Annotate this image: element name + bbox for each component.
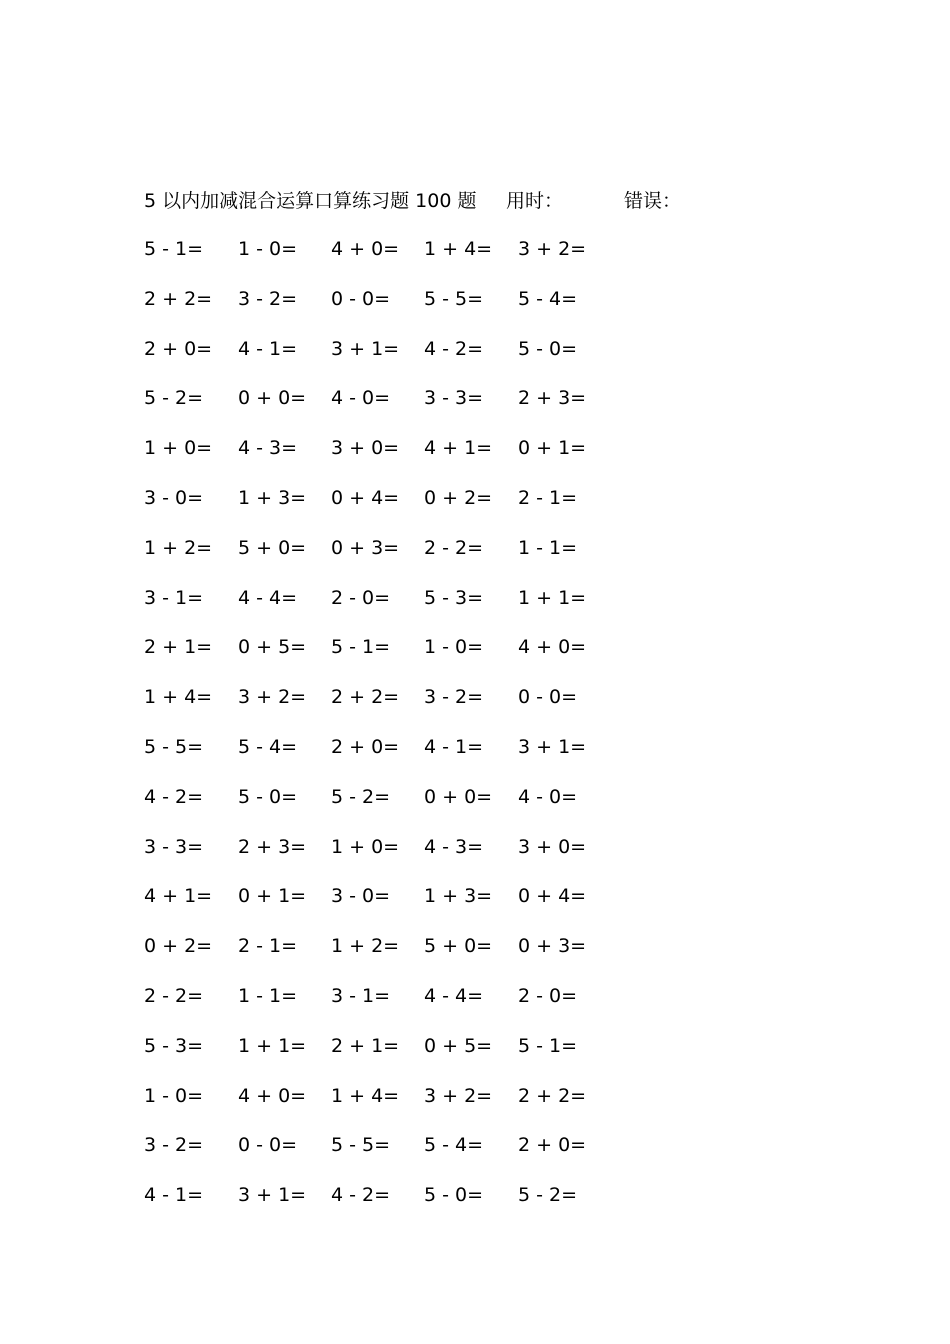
problem-item: 4 + 0= — [331, 238, 400, 260]
problem-item: 1 - 1= — [238, 984, 298, 1007]
problem-item: 1 - 0= — [424, 636, 484, 659]
time-used-label: 用时： — [506, 190, 564, 212]
problem-row — [144, 683, 664, 733]
problem-item: 1 + 4= — [424, 238, 493, 260]
problem-item: 1 + 1= — [518, 586, 587, 609]
problem-item: 4 - 1= — [144, 1184, 204, 1207]
problem-item: 0 + 0= — [238, 387, 307, 410]
problem-item: 4 - 1= — [238, 337, 298, 360]
problem-item: 1 + 3= — [424, 885, 493, 908]
problem-item: 3 + 2= — [238, 686, 307, 709]
problem-item: 5 + 0= — [238, 536, 307, 559]
problem-item: 2 + 2= — [518, 1084, 587, 1107]
problem-item: 3 - 0= — [144, 486, 204, 509]
problem-item: 0 + 2= — [424, 486, 493, 509]
problem-item: 2 - 0= — [331, 586, 391, 609]
problem-item: 5 - 3= — [144, 1034, 204, 1057]
problem-item: 3 - 2= — [238, 287, 298, 310]
problem-row — [144, 982, 664, 1032]
problem-item: 5 - 0= — [424, 1184, 484, 1207]
problem-item: 1 + 2= — [331, 935, 400, 958]
problem-item: 0 + 3= — [518, 935, 587, 958]
problem-item: 2 - 1= — [518, 486, 578, 509]
problem-item: 4 + 0= — [518, 636, 587, 659]
problem-row — [144, 484, 664, 534]
problem-item: 4 - 4= — [424, 984, 484, 1007]
problem-item: 4 - 2= — [144, 785, 204, 808]
problem-item: 5 - 2= — [144, 387, 204, 410]
problem-item: 4 - 2= — [424, 337, 484, 360]
problem-row — [144, 285, 664, 335]
problem-item: 3 + 2= — [518, 238, 587, 260]
problem-item: 1 + 0= — [144, 437, 213, 460]
problem-item: 2 + 0= — [144, 337, 213, 360]
problem-item: 0 + 4= — [331, 486, 400, 509]
problem-item: 0 + 3= — [331, 536, 400, 559]
problem-item: 5 - 2= — [518, 1184, 578, 1207]
problem-item: 0 + 2= — [144, 935, 213, 958]
problem-item: 2 + 3= — [238, 835, 307, 858]
problem-item: 5 - 5= — [331, 1134, 391, 1157]
problem-row — [144, 235, 664, 285]
problem-item: 4 - 1= — [424, 735, 484, 758]
problem-item: 2 - 0= — [518, 984, 578, 1007]
problem-item: 3 + 1= — [331, 337, 400, 360]
problem-item: 3 + 0= — [331, 437, 400, 460]
problem-item: 5 - 3= — [424, 586, 484, 609]
problem-item: 1 + 4= — [331, 1084, 400, 1107]
problem-row — [144, 833, 664, 883]
problem-row — [144, 932, 664, 982]
problem-row — [144, 384, 664, 434]
problem-item: 4 + 0= — [238, 1084, 307, 1107]
problem-item: 1 + 0= — [331, 835, 400, 858]
problem-item: 2 + 1= — [331, 1034, 400, 1057]
problem-item: 5 - 5= — [424, 287, 484, 310]
problem-item: 4 + 1= — [144, 885, 213, 908]
problem-item: 2 - 2= — [144, 984, 204, 1007]
problem-item: 3 - 3= — [144, 835, 204, 858]
problem-item: 0 - 0= — [518, 686, 578, 709]
problem-item: 3 + 0= — [518, 835, 587, 858]
problem-item: 3 - 1= — [331, 984, 391, 1007]
problem-item: 0 - 0= — [238, 1134, 298, 1157]
problem-item: 5 - 4= — [518, 287, 578, 310]
problem-item: 5 - 1= — [144, 238, 204, 260]
problem-item: 3 - 0= — [331, 885, 391, 908]
problem-item: 4 - 0= — [331, 387, 391, 410]
problem-item: 1 - 1= — [518, 536, 578, 559]
problem-item: 3 - 1= — [144, 586, 204, 609]
problem-row — [144, 1181, 664, 1231]
problem-item: 3 + 1= — [518, 735, 587, 758]
problem-item: 5 - 0= — [238, 785, 298, 808]
problem-item: 5 - 0= — [518, 337, 578, 360]
problem-row — [144, 335, 664, 385]
problem-row — [144, 633, 664, 683]
problem-row — [144, 1131, 664, 1181]
problem-item: 4 + 1= — [424, 437, 493, 460]
problem-item: 2 + 1= — [144, 636, 213, 659]
problem-item: 3 - 2= — [144, 1134, 204, 1157]
problem-item: 1 - 0= — [238, 238, 298, 260]
problem-item: 1 + 4= — [144, 686, 213, 709]
problem-item: 1 - 0= — [144, 1084, 204, 1107]
problem-row — [144, 584, 664, 634]
problem-item: 2 + 3= — [518, 387, 587, 410]
problem-item: 4 - 3= — [424, 835, 484, 858]
problem-row — [144, 733, 664, 783]
problem-item: 2 - 2= — [424, 536, 484, 559]
problem-row — [144, 434, 664, 484]
problem-item: 5 - 4= — [424, 1134, 484, 1157]
problem-item: 1 + 3= — [238, 486, 307, 509]
problem-item: 0 + 1= — [518, 437, 587, 460]
problem-row — [144, 534, 664, 584]
problem-item: 4 - 0= — [518, 785, 578, 808]
problem-item: 1 + 1= — [238, 1034, 307, 1057]
problem-item: 3 - 2= — [424, 686, 484, 709]
problem-row — [144, 1082, 664, 1132]
problem-item: 5 - 2= — [331, 785, 391, 808]
problem-item: 2 + 0= — [331, 735, 400, 758]
problem-item: 0 + 5= — [424, 1034, 493, 1057]
problem-item: 5 + 0= — [424, 935, 493, 958]
problem-row — [144, 882, 664, 932]
problem-item: 2 + 2= — [331, 686, 400, 709]
problem-item: 4 - 3= — [238, 437, 298, 460]
problem-item: 2 - 1= — [238, 935, 298, 958]
problem-item: 0 - 0= — [331, 287, 391, 310]
problem-item: 0 + 5= — [238, 636, 307, 659]
problem-item: 3 - 3= — [424, 387, 484, 410]
problem-item: 2 + 0= — [518, 1134, 587, 1157]
problem-row — [144, 1032, 664, 1082]
problem-item: 2 + 2= — [144, 287, 213, 310]
problem-item: 0 + 4= — [518, 885, 587, 908]
problem-item: 0 + 0= — [424, 785, 493, 808]
problem-item: 3 + 2= — [424, 1084, 493, 1107]
worksheet-title: 5 以内加减混合运算口算练习题 100 题 — [144, 190, 477, 212]
problem-item: 3 + 1= — [238, 1184, 307, 1207]
problem-item: 5 - 1= — [518, 1034, 578, 1057]
problem-item: 4 - 4= — [238, 586, 298, 609]
problem-item: 4 - 2= — [331, 1184, 391, 1207]
problem-grid — [144, 235, 664, 1231]
problem-item: 5 - 4= — [238, 735, 298, 758]
problem-item: 5 - 1= — [331, 636, 391, 659]
problem-row — [144, 783, 664, 833]
problem-item: 0 + 1= — [238, 885, 307, 908]
error-count-label: 错误： — [624, 190, 682, 212]
problem-item: 5 - 5= — [144, 735, 204, 758]
problem-item: 1 + 2= — [144, 536, 213, 559]
